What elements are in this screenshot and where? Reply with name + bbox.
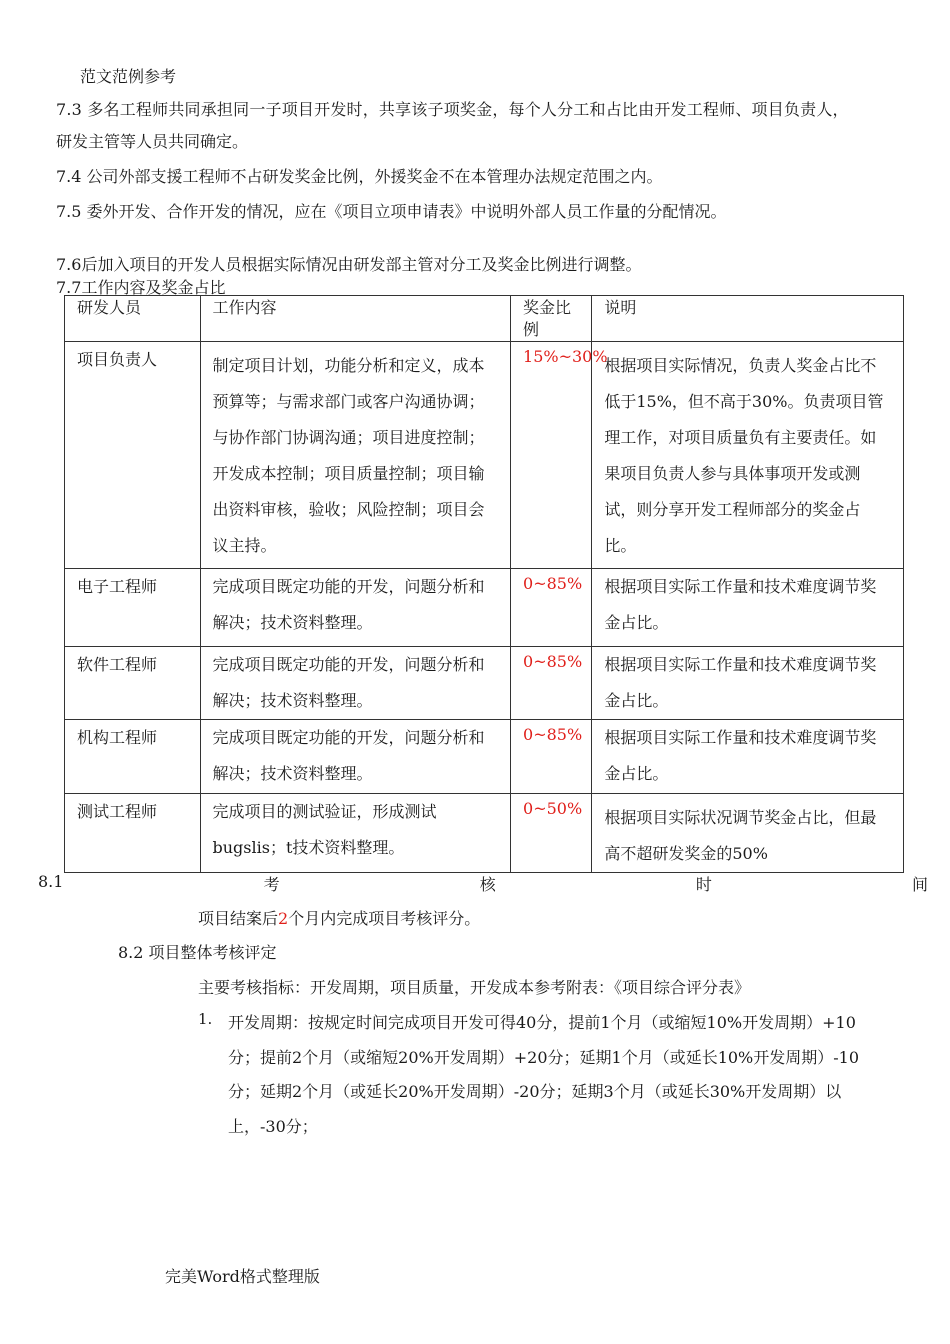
page-header: 范文范例参考 (80, 67, 177, 86)
list-item-number: 1. (198, 1010, 213, 1028)
paragraph-7-7: 7.7工作内容及奖金占比 (56, 278, 226, 297)
note-cell: 根据项目实际工作量和技术难度调节奖金占比。 (592, 720, 904, 794)
body-text: 个月内完成项目考核评分。 (288, 909, 481, 928)
table-header-cell: 研发人员 (65, 296, 201, 342)
role-cell: 项目负责人 (65, 342, 201, 569)
section-number: 8.1 (38, 872, 64, 891)
table-row (65, 794, 904, 873)
note-cell: 根据项目实际工作量和技术难度调节奖金占比。 (592, 647, 904, 720)
month-count: 2 (278, 909, 289, 928)
table-row (65, 569, 904, 647)
heading-char: 考 (263, 875, 280, 894)
table-header-cell: 工作内容 (200, 296, 511, 342)
content-cell: 完成项目的测试验证，形成测试bugslis；t技术资料整理。 (200, 794, 511, 873)
paragraph-7-4: 7.4 公司外部支援工程师不占研发奖金比例，外援奖金不在本管理办法规定范围之内。 (56, 167, 663, 186)
section-8-2-intro: 主要考核指标：开发周期，项目质量，开发成本参考附表：《项目综合评分表》 (198, 978, 751, 997)
table-row (65, 720, 904, 794)
ratio-cell: 15%~30% (511, 342, 592, 569)
content-cell: 制定项目计划，功能分析和定义，成本预算等；与需求部门或客户沟通协调；与协作部门协调沟通；项目进度控制；开发成本控制；项目质量控制；项目输出资料审核，验收；风险控制；项目会议主持。 (200, 342, 511, 569)
heading-char: 时 (695, 875, 712, 894)
body-text: 项目结案后 (198, 909, 279, 928)
table-header-cell: 奖金比例 (511, 296, 592, 342)
paragraph-7-3-line2: 研发主管等人员共同确定。 (56, 132, 249, 151)
role-cell: 测试工程师 (65, 794, 201, 873)
paragraph-7-6: 7.6后加入项目的开发人员根据实际情况由研发部主管对分工及奖金比例进行调整。 (56, 255, 642, 274)
paragraph-7-5: 7.5 委外开发、合作开发的情况，应在《项目立项申请表》中说明外部人员工作量的分配情况。 (56, 202, 727, 221)
section-8-1-body (198, 906, 480, 929)
page-footer: 完美Word格式整理版 (165, 1267, 320, 1286)
table-header-cell: 说明 (592, 296, 904, 342)
role-cell: 电子工程师 (65, 569, 201, 647)
content-cell: 完成项目既定功能的开发，问题分析和解决；技术资料整理。 (200, 720, 511, 794)
paragraph-7-3-line1: 7.3 多名工程师共同承担同一子项目开发时，共享该子项奖金，每个人分工和占比由开发工程师、项目负责人， (56, 100, 849, 119)
bonus-table (64, 295, 904, 873)
role-cell: 机构工程师 (65, 720, 201, 794)
table-header-row (65, 296, 904, 342)
role-cell: 软件工程师 (65, 647, 201, 720)
content-cell: 完成项目既定功能的开发，问题分析和解决；技术资料整理。 (200, 647, 511, 720)
note-cell: 根据项目实际工作量和技术难度调节奖金占比。 (592, 569, 904, 647)
note-cell: 根据项目实际状况调节奖金占比，但最高不超研发奖金的50% (592, 794, 904, 873)
ratio-cell: 0~85% (511, 720, 592, 794)
list-item-line: 上，-30分； (228, 1117, 318, 1136)
list-item-line: 分；提前2个月（或缩短20%开发周期）+20分；延期1个月（或延长10%开发周期）-10 (228, 1048, 860, 1067)
ratio-cell: 0~50% (511, 794, 592, 873)
table-row (65, 342, 904, 569)
heading-char: 核 (479, 875, 496, 894)
note-cell: 根据项目实际情况，负责人奖金占比不低于15%，但不高于30%。负责项目管理工作，对项目质量负有主要责任。如果项目负责人参与具体事项开发或测试，则分享开发工程师部分的奖金占比。 (592, 342, 904, 569)
ratio-cell: 0~85% (511, 569, 592, 647)
content-cell: 完成项目既定功能的开发，问题分析和解决；技术资料整理。 (200, 569, 511, 647)
list-item-line: 开发周期：按规定时间完成项目开发可得40分，提前1个月（或缩短10%开发周期）+10 (228, 1013, 856, 1032)
section-8-1-heading (38, 872, 928, 895)
list-item-line: 分；延期2个月（或延长20%开发周期）-20分；延期3个月（或延长30%开发周期）以 (228, 1082, 842, 1101)
ratio-cell: 0~85% (511, 647, 592, 720)
section-8-2-heading: 8.2 项目整体考核评定 (118, 943, 277, 962)
heading-char: 间 (911, 875, 928, 894)
table-row (65, 647, 904, 720)
